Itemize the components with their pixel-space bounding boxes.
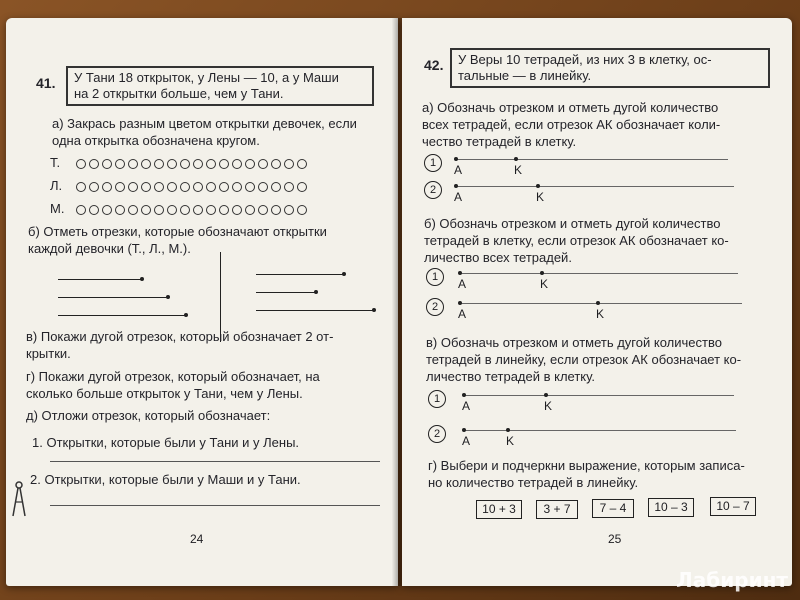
line-b2[interactable]	[460, 303, 742, 304]
task-41-line-1: У Тани 18 открыток, у Лены — 10, а у Маши	[74, 70, 339, 85]
point-k-b2	[596, 301, 600, 305]
card-circle[interactable]	[128, 159, 138, 169]
card-circle[interactable]	[297, 182, 307, 192]
expression-option-4[interactable]: 10 – 3	[648, 498, 694, 517]
task-41v-line-1: в) Покажи дугой отрезок, который обозначает 2 от-	[26, 329, 334, 344]
card-circle[interactable]	[258, 159, 268, 169]
label-a-b1: A	[458, 277, 467, 291]
task-42a-line-2: всех тетрадей, если отрезок АК обозначает коли-	[422, 117, 721, 132]
card-circle[interactable]	[154, 205, 164, 215]
card-circle[interactable]	[167, 182, 177, 192]
card-circle[interactable]	[89, 205, 99, 215]
point-k-b1	[540, 271, 544, 275]
label-a-a1: A	[454, 163, 463, 177]
segment-5	[256, 292, 316, 293]
task-41-line-2: на 2 открытки больше, чем у Тани.	[74, 86, 284, 101]
point-k-a2	[536, 184, 540, 188]
card-circle[interactable]	[258, 205, 268, 215]
line-v2[interactable]	[464, 430, 736, 431]
card-circle[interactable]	[167, 205, 177, 215]
card-circle[interactable]	[141, 182, 151, 192]
card-circle[interactable]	[128, 205, 138, 215]
row-label-m: М.	[50, 201, 65, 216]
card-circle[interactable]	[115, 182, 125, 192]
card-circle[interactable]	[102, 205, 112, 215]
card-circle[interactable]	[232, 159, 242, 169]
row-label-l: Л.	[50, 178, 63, 193]
card-circle[interactable]	[180, 205, 190, 215]
task-41a-line-2: одна открытка обозначена кругом.	[52, 133, 260, 148]
point-k-a1	[514, 157, 518, 161]
card-circle[interactable]	[89, 159, 99, 169]
card-circle[interactable]	[271, 159, 281, 169]
card-circle[interactable]	[284, 205, 294, 215]
card-circle[interactable]	[102, 182, 112, 192]
card-circle[interactable]	[102, 159, 112, 169]
segment-1	[58, 279, 142, 280]
task-42v-line-1: в) Обозначь отрезком и отметь дугой количество	[426, 335, 722, 350]
card-circle[interactable]	[76, 205, 86, 215]
segment-4	[256, 274, 344, 275]
task-41b-line-1: б) Отметь отрезки, которые обозначают открытки	[28, 224, 327, 239]
card-circle[interactable]	[115, 159, 125, 169]
point-a-a2	[454, 184, 458, 188]
card-circle[interactable]	[206, 182, 216, 192]
task-41a-line-1: а) Закрась разным цветом открытки девочек, если	[52, 116, 357, 131]
task-41v-line-2: крытки.	[26, 346, 71, 361]
segment-3-end	[184, 313, 188, 317]
card-circle[interactable]	[154, 182, 164, 192]
card-circle[interactable]	[245, 159, 255, 169]
expression-option-2[interactable]: 3 + 7	[536, 500, 578, 519]
option-2-marker: 2	[424, 181, 442, 199]
task-42v-line-3: личество тетрадей в клетку.	[426, 369, 595, 384]
expression-option-1[interactable]: 10 + 3	[476, 500, 522, 519]
circle-row-m[interactable]	[76, 205, 307, 215]
card-circle[interactable]	[219, 205, 229, 215]
card-circle[interactable]	[154, 159, 164, 169]
card-circle[interactable]	[271, 205, 281, 215]
task-41d-line: д) Отложи отрезок, который обозначает:	[26, 408, 271, 423]
card-circle[interactable]	[245, 205, 255, 215]
option-2-marker-v: 2	[428, 425, 446, 443]
point-a-a1	[454, 157, 458, 161]
line-a1[interactable]	[456, 159, 728, 160]
segment-1-end	[140, 277, 144, 281]
option-1-marker-b: 1	[426, 268, 444, 286]
label-a-v1: A	[462, 399, 471, 413]
segment-2	[58, 297, 168, 298]
label-k-v2: K	[506, 434, 515, 448]
task-41g-line-1: г) Покажи дугой отрезок, который обозначает, на	[26, 369, 320, 384]
option-1-marker-v: 1	[428, 390, 446, 408]
label-k-a1: K	[514, 163, 523, 177]
card-circle[interactable]	[284, 159, 294, 169]
card-circle[interactable]	[193, 182, 203, 192]
task-42v-line-2: тетрадей в линейку, если отрезок АК обозначает ко-	[426, 352, 742, 367]
card-circle[interactable]	[232, 205, 242, 215]
label-a-a2: A	[454, 190, 463, 204]
task-42g-line-1: г) Выбери и подчеркни выражение, которым записа-	[428, 458, 745, 473]
card-circle[interactable]	[258, 182, 268, 192]
task-42-number: 42.	[424, 57, 444, 73]
segment-2-end	[166, 295, 170, 299]
card-circle[interactable]	[232, 182, 242, 192]
task-41d-item-1: 1. Открытки, которые были у Тани и у Лены.	[32, 435, 300, 450]
right-page	[402, 18, 792, 586]
segment-5-end	[314, 290, 318, 294]
segment-6-end	[372, 308, 376, 312]
point-a-b2	[458, 301, 462, 305]
card-circle[interactable]	[193, 159, 203, 169]
line-a2[interactable]	[456, 186, 734, 187]
task-41g-line-2: сколько больше открыток у Тани, чем у Лены.	[26, 386, 303, 401]
card-circle[interactable]	[180, 159, 190, 169]
task-42g-line-2: но количество тетрадей в линейку.	[428, 475, 639, 490]
card-circle[interactable]	[76, 159, 86, 169]
card-circle[interactable]	[206, 205, 216, 215]
compass-icon	[10, 480, 28, 520]
point-k-v2	[506, 428, 510, 432]
task-42-statement	[450, 48, 770, 88]
task-41-number: 41.	[36, 75, 56, 91]
segment-6	[256, 310, 374, 311]
circle-row-l[interactable]	[76, 182, 307, 192]
option-1-marker: 1	[424, 154, 442, 172]
expression-option-3[interactable]: 7 – 4	[592, 499, 634, 518]
card-circle[interactable]	[141, 159, 151, 169]
label-k-b2: K	[596, 307, 605, 321]
task-42a-line-1: а) Обозначь отрезком и отметь дугой количество	[422, 100, 719, 115]
left-page	[6, 18, 398, 586]
card-circle[interactable]	[76, 182, 86, 192]
card-circle[interactable]	[245, 182, 255, 192]
option-2-marker-b: 2	[426, 298, 444, 316]
card-circle[interactable]	[141, 205, 151, 215]
task-41b-line-2: каждой девочки (Т., Л., М.).	[28, 241, 191, 256]
card-circle[interactable]	[219, 182, 229, 192]
card-circle[interactable]	[297, 205, 307, 215]
segment-4-end	[342, 272, 346, 276]
label-k-a2: K	[536, 190, 545, 204]
task-42a-line-3: чество тетрадей в клетку.	[422, 134, 577, 149]
circle-row-t[interactable]	[76, 159, 307, 169]
card-circle[interactable]	[89, 182, 99, 192]
point-a-v1	[462, 393, 466, 397]
card-circle[interactable]	[271, 182, 281, 192]
label-a-v2: A	[462, 434, 471, 448]
card-circle[interactable]	[193, 205, 203, 215]
card-circle[interactable]	[180, 182, 190, 192]
row-label-t: Т.	[50, 155, 61, 170]
task-42b-line-1: б) Обозначь отрезком и отметь дугой количество	[424, 216, 721, 231]
expression-option-5[interactable]: 10 – 7	[710, 497, 756, 516]
answer-line-2[interactable]	[50, 505, 380, 506]
label-a-b2: A	[458, 307, 467, 321]
task-42-line-1: У Веры 10 тетрадей, из них 3 в клетку, ос-	[458, 52, 712, 67]
label-k-b1: K	[540, 277, 549, 291]
card-circle[interactable]	[128, 182, 138, 192]
card-circle[interactable]	[219, 159, 229, 169]
task-41-statement	[66, 66, 374, 106]
card-circle[interactable]	[115, 205, 125, 215]
card-circle[interactable]	[206, 159, 216, 169]
line-v1[interactable]	[464, 395, 734, 396]
card-circle[interactable]	[284, 182, 294, 192]
task-42b-line-2: тетрадей в клетку, если отрезок АК обозначает ко-	[424, 233, 729, 248]
card-circle[interactable]	[167, 159, 177, 169]
card-circle[interactable]	[297, 159, 307, 169]
task-42b-line-3: личество всех тетрадей.	[424, 250, 572, 265]
watermark: Лабиринт	[676, 568, 788, 592]
label-k-v1: K	[544, 399, 553, 413]
segment-3	[58, 315, 186, 316]
point-a-b1	[458, 271, 462, 275]
point-a-v2	[462, 428, 466, 432]
answer-line-1[interactable]	[50, 461, 380, 462]
task-41d-item-2: 2. Открытки, которые были у Маши и у Тани.	[30, 472, 301, 487]
task-42-line-2: тальные — в линейку.	[458, 68, 592, 83]
line-b1[interactable]	[460, 273, 738, 274]
page-number-left: 24	[190, 532, 204, 546]
point-k-v1	[544, 393, 548, 397]
page-number-right: 25	[608, 532, 622, 546]
